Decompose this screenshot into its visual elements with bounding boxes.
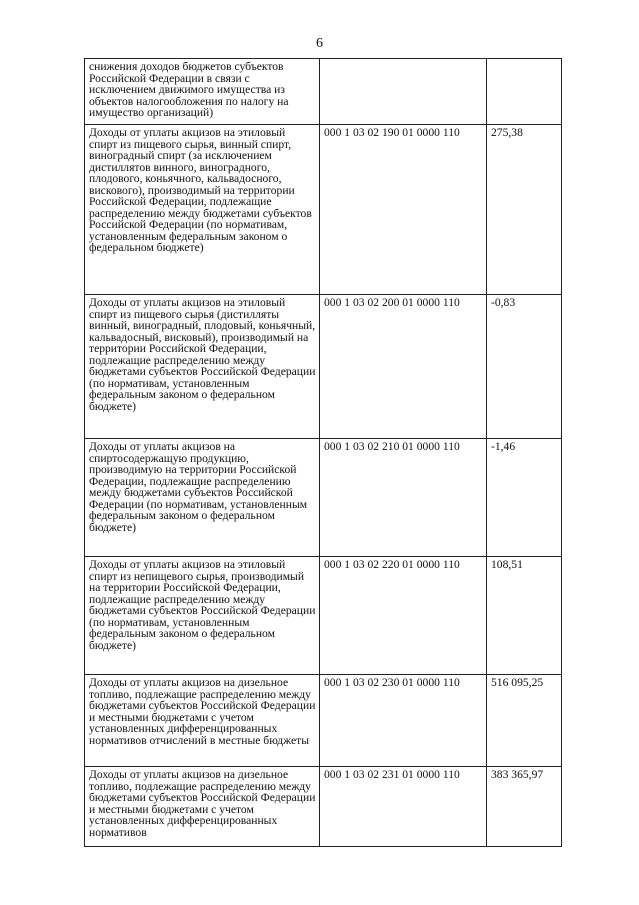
page-number: 6 [316, 36, 323, 51]
table-row [85, 767, 562, 847]
amount-cell [487, 59, 562, 125]
budget-code-cell: 000 1 03 02 231 01 0000 110 [320, 767, 487, 847]
revenue-name-cell: Доходы от уплаты акцизов на этиловый спирт из пищевого сырья (дистилляты винный, виноградный, плодовый, коньячный, кальвадосный, висковый), производимый на территории Российской Федерации, подлежащие распределению между бюджетами субъектов Российской Федерации (по нормативам, установленным федеральным законом о федеральном бюджете) [85, 295, 320, 439]
revenue-name-cell: снижения доходов бюджетов субъектов Российской Федерации в связи с исключением движимого имущества из объектов налогообложения по налогу на имущество организаций) [85, 59, 320, 125]
budget-code-cell: 000 1 03 02 220 01 0000 110 [320, 557, 487, 675]
budget-code-cell [320, 59, 487, 125]
revenue-table [84, 58, 562, 847]
amount-cell: -0,83 [487, 295, 562, 439]
table-row [85, 439, 562, 557]
table-row [85, 125, 562, 295]
revenue-name-cell: Доходы от уплаты акцизов на спиртосодержащую продукцию, производимую на территории Российской Федерации, подлежащие распределению между бюджетами субъектов Российской Федерации (по нормативам, установленным федеральным законом о федеральном бюджете) [85, 439, 320, 557]
amount-cell: 383 365,97 [487, 767, 562, 847]
revenue-name-cell: Доходы от уплаты акцизов на дизельное топливо, подлежащие распределению между бюджетами субъектов Российской Федерации и местными бюджетами с учетом установленных дифференцированных нормативов [85, 767, 320, 847]
amount-cell: 108,51 [487, 557, 562, 675]
amount-cell: 516 095,25 [487, 675, 562, 767]
revenue-name-cell: Доходы от уплаты акцизов на этиловый спирт из непищевого сырья, производимый на территории Российской Федерации, подлежащие распределению между бюджетами субъектов Российской Федерации (по нормативам, установленным федеральным законом о федеральном бюджете) [85, 557, 320, 675]
table-row [85, 59, 562, 125]
table-row [85, 675, 562, 767]
budget-code-cell: 000 1 03 02 200 01 0000 110 [320, 295, 487, 439]
budget-code-cell: 000 1 03 02 230 01 0000 110 [320, 675, 487, 767]
table-row [85, 557, 562, 675]
budget-code-cell: 000 1 03 02 210 01 0000 110 [320, 439, 487, 557]
amount-cell: -1,46 [487, 439, 562, 557]
amount-cell: 275,38 [487, 125, 562, 295]
table-row [85, 295, 562, 439]
budget-code-cell: 000 1 03 02 190 01 0000 110 [320, 125, 487, 295]
revenue-name-cell: Доходы от уплаты акцизов на дизельное топливо, подлежащие распределению между бюджетами субъектов Российской Федерации и местными бюджетами с учетом установленных дифференцированных нормативов отчислений в местные бюджеты [85, 675, 320, 767]
revenue-name-cell: Доходы от уплаты акцизов на этиловый спирт из пищевого сырья, винный спирт, виноградный спирт (за исключением дистиллятов винного, виноградного, плодового, коньячного, кальвадосного, вискового), производимый на территории Российской Федерации, подлежащие распределению между бюджетами субъектов Российской Федерации (по нормативам, установленным федеральным законом о федеральном бюджете) [85, 125, 320, 295]
